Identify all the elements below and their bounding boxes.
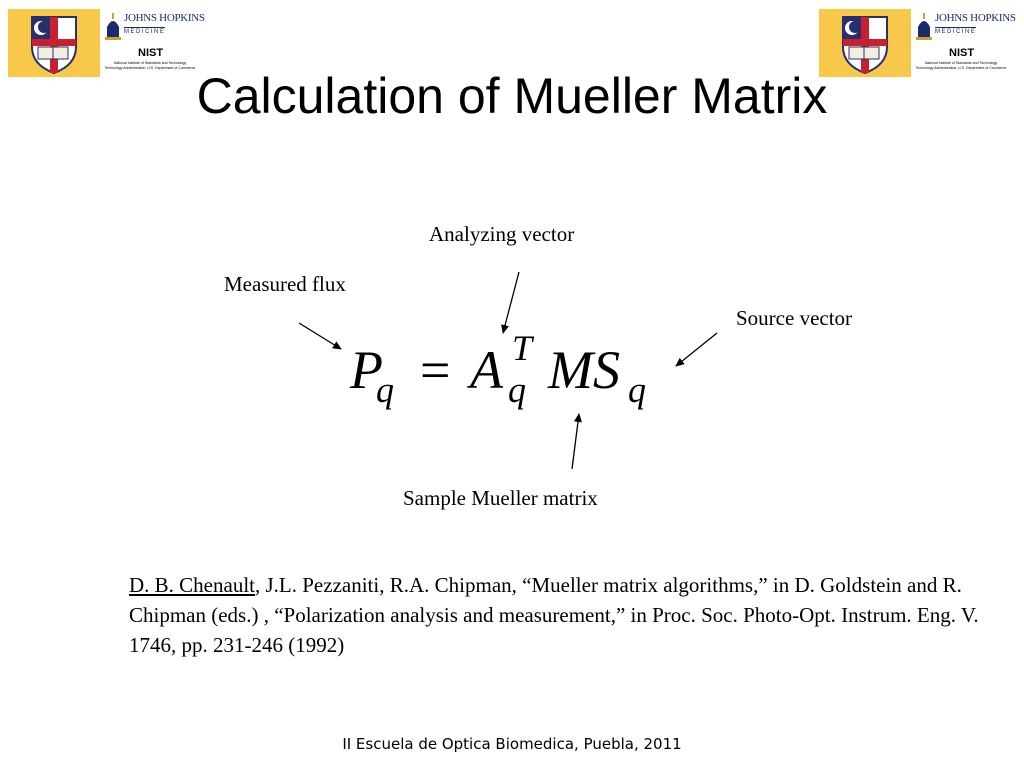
reference-text: , J.L. Pezzaniti, R.A. Chipman, “Mueller matrix algorithms,” in D. Goldstein and R. Chipman (eds.) , “Polarization analysis and measurement,” in Proc. Soc. Photo-Opt. Instrum. Eng. V. 1746, pp. 231-246 (1992) [129, 573, 979, 657]
nist-wordmark: NIST [949, 47, 975, 59]
nist-tagline: National Institute of Standards and Technology Technology Administration, U.S. Department of Commerce [104, 61, 196, 70]
johns-hopkins-medicine-wordmark: MEDICINE [124, 29, 166, 35]
sample-mueller-matrix-label: Sample Mueller matrix [403, 486, 598, 510]
johns-hopkins-medicine-wordmark: MEDICINE [935, 29, 977, 35]
source-vector-label: Source vector [736, 306, 853, 330]
equation-analyzer-symbol: A [470, 340, 503, 400]
equation-flux-subscript: q [376, 370, 394, 410]
nist-wordmark: NIST [138, 47, 164, 59]
nist-tagline: National Institute of Standards and Technology Technology Administration, U.S. Department of Commerce [915, 61, 1007, 70]
johns-hopkins-wordmark: JOHNS HOPKINS [124, 12, 205, 24]
reference-author-link[interactable]: D. B. Chenault [129, 573, 255, 597]
johns-hopkins-wordmark: JOHNS HOPKINS [935, 12, 1016, 24]
mueller-equation [348, 326, 668, 426]
slide-title: Calculation of Mueller Matrix [196, 68, 828, 124]
equation-analyzer-subscript: q [508, 370, 526, 410]
equation-source-subscript: q [628, 370, 646, 410]
analyzing-vector-label: Analyzing vector [429, 222, 575, 246]
equation-flux-symbol: P [350, 340, 383, 400]
measured-flux-arrow [299, 323, 341, 349]
equation-equals-sign: = [420, 340, 451, 400]
reference-citation [129, 570, 979, 660]
slide-footer: II Escuela de Optica Biomedica, Puebla, 2011 [342, 735, 682, 753]
measured-flux-label: Measured flux [224, 272, 346, 296]
equation-transpose-superscript: T [512, 328, 533, 368]
equation-matrix-source-symbols: MS [548, 340, 620, 400]
source-vector-arrow [676, 333, 717, 366]
analyzing-vector-arrow [503, 272, 519, 333]
